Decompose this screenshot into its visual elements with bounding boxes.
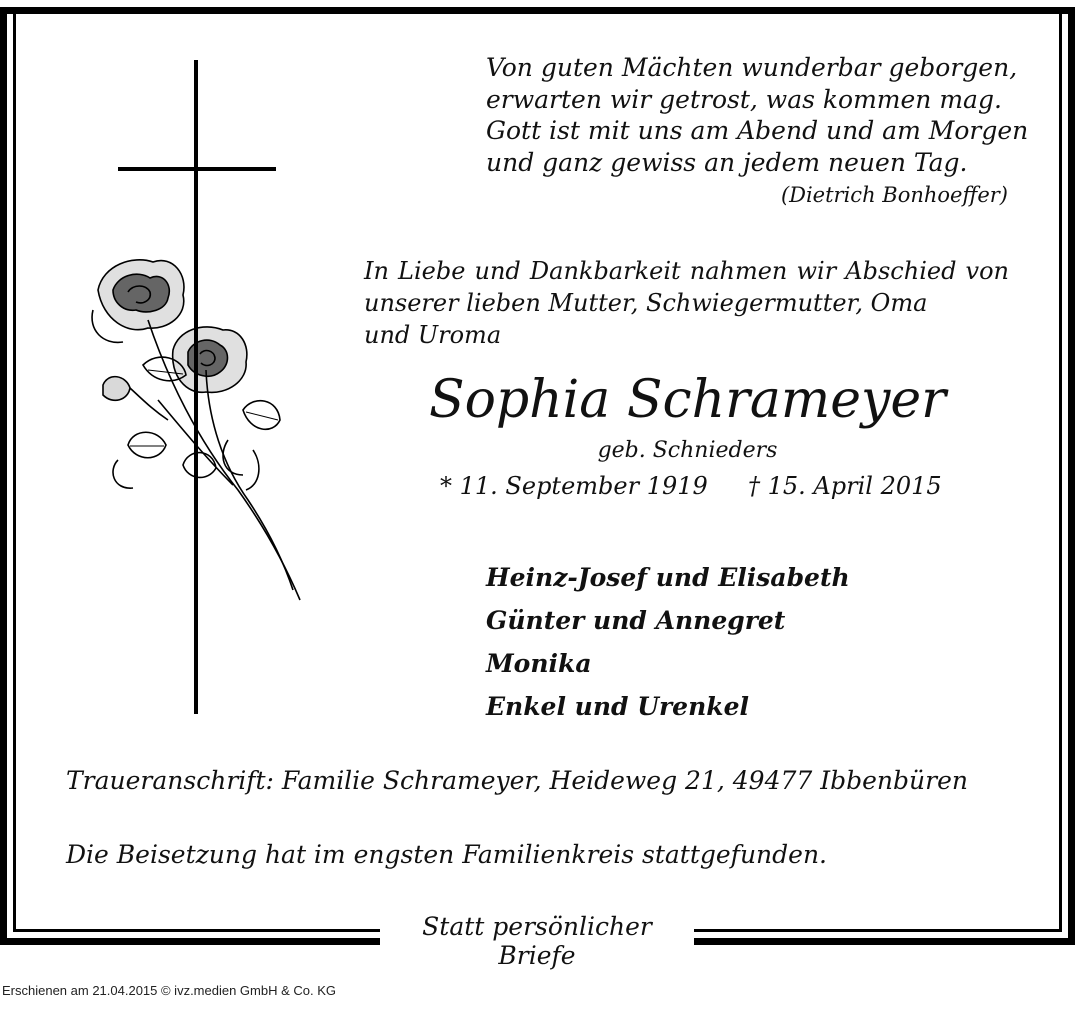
poem-line: Gott ist mit uns am Abend und am Morgen (486, 116, 1029, 145)
poem-attribution: (Dietrich Bonhoeffer) (780, 183, 1008, 207)
mourning-address: Traueranschrift: Familie Schrameyer, Heideweg 21, 49477 Ibbenbüren (66, 766, 968, 795)
footer-label: Statt persönlicher Briefe (422, 912, 652, 970)
birth-date: * 11. September 1919 (440, 472, 708, 500)
poem-line: Von guten Mächten wunderbar geborgen, (486, 53, 1018, 82)
burial-note: Die Beisetzung hat im engsten Familienkreis stattgefunden. (66, 840, 827, 869)
mourner-entry: Heinz-Josef und Elisabeth (486, 563, 850, 592)
poem (486, 52, 1028, 178)
intro-text-end: und Uroma (364, 321, 502, 349)
mourner-entry: Enkel und Urenkel (486, 692, 749, 721)
deceased-name: Sophia Schrameyer (428, 370, 947, 430)
intro-text: In Liebe und Dankbarkeit nahmen wir Abschied von unserer lieben Mutter, Schwiegermutter, Oma (364, 257, 1009, 317)
death-date: † 15. April 2015 (748, 472, 942, 500)
poem-line: und ganz gewiss an jedem neuen Tag. (486, 147, 968, 177)
publication-credit: Erschienen am 21.04.2015 © ivz.medien GmbH & Co. KG (2, 983, 337, 998)
cross-bar (118, 167, 276, 171)
mourner-entry: Günter und Annegret (486, 606, 786, 635)
poem-line: erwarten wir getrost, was kommen mag. (486, 84, 1002, 114)
mourner-entry: Monika (486, 649, 592, 678)
maiden-name: geb. Schnieders (597, 438, 778, 463)
mourners-list (486, 556, 850, 728)
roses-icon (88, 250, 318, 610)
